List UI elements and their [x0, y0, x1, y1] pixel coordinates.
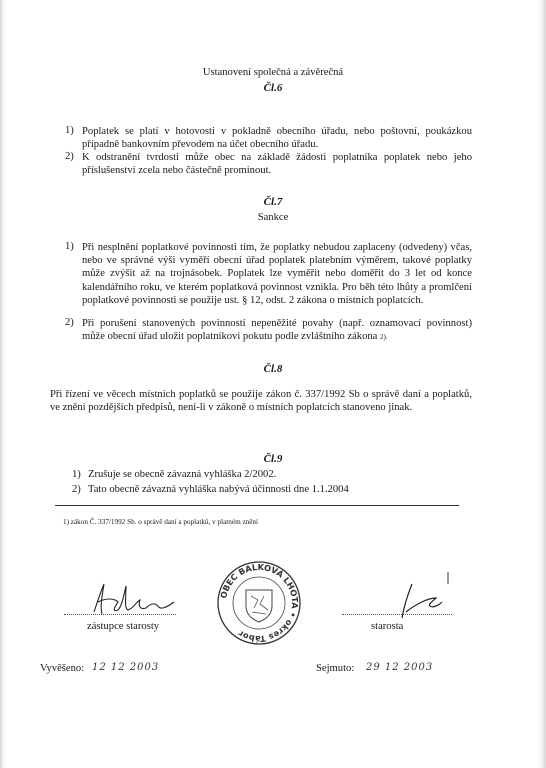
footnote-reference: 2).: [380, 333, 388, 342]
removed-label: Sejmuto:: [316, 663, 355, 674]
article-6-heading: Čl.6: [263, 82, 283, 94]
article-8-heading: Čl.8: [263, 363, 283, 375]
article-7-heading: Čl.7: [263, 196, 283, 208]
article-6-item-1-number: 1): [65, 125, 74, 136]
seal-text: OBEC BALKOVÁ LHOTA • okres Tábor: [218, 561, 301, 645]
article-7-item-2-text: [82, 317, 472, 344]
article-7-subheading: Sankce: [257, 212, 289, 223]
posted-label: Vyvěšeno:: [40, 663, 85, 674]
article-6-item-2-number: 2): [65, 151, 74, 162]
mayor-label: starosta: [371, 621, 404, 632]
article-9-heading: Čl.9: [263, 453, 283, 465]
article-9-item-1-number: 1): [72, 469, 81, 480]
article-9-item-2-text: Tato obecně závazná vyhláška nabývá účinnosti dne 1.1.2004: [88, 484, 349, 495]
article-6-item-2-text: K odstranění tvrdosti může obec na základě žádosti poplatníka poplatek nebo jeho příslušenství zcela nebo částečně prominout.: [82, 152, 472, 177]
article-7-item-2-number: 2): [65, 317, 74, 328]
posted-date: 12 12 2003: [92, 662, 160, 673]
article-9-item-1-text: Zrušuje se obecně závazná vyhláška 2/2002.: [88, 469, 277, 480]
deputy-mayor-label: zástupce starosty: [87, 621, 160, 632]
deputy-mayor-signature-line: [64, 614, 176, 615]
section-title: Ustanovení společná a závěrečná: [202, 67, 344, 78]
footnote: 1) zákon Č. 337/1992 Sb. o správě daní a poplatků, v platném znění: [63, 518, 259, 526]
article-8-text: Při řízení ve věcech místních poplatků se použije zákon č. 337/1992 Sb o správě daní a poplatků, ve znění pozdějších předpisů, není-li v zákoně o místních poplatcích stanoveno jinak.: [50, 389, 472, 414]
article-9-item-2-number: 2): [72, 484, 81, 495]
mayor-signature-line: [342, 614, 452, 615]
removed-date: 29 12 2003: [366, 662, 434, 673]
article-7-item-1-number: 1): [65, 241, 74, 252]
article-7-item-1-text: Při nesplnění poplatkové povinnosti tím, že poplatky nebudou zaplaceny (odvedeny) včas, nebo ve správné výši vyměří obecní úřad poplatek platebním výměrem, takové poplatky může zvýšit až na trojnásobek. Poplatek lze vyměřit nebo doměřit do 3 let od konce kalendářního roku, ve kterém poplatková povinnost vznikla. Pro běh této lhůty a promlčení poplatkové povinnosti se použije ust. § 12, odst. 2 zákona o místních poplatcích.: [82, 242, 472, 306]
footnote-separator: [55, 505, 459, 506]
article-6-item-1-text: Poplatek se platí v hotovosti v pokladně obecního úřadu, nebo poštovní, poukázkou případně bankovním převodem na účet obecního úřadu.: [82, 126, 472, 151]
municipal-seal: [216, 560, 302, 646]
article-7-item-2-body: Při porušení stanovených povinností nepeněžité povahy (např. oznamovací povinnost) může obecní úřad uložit poplatníkovi pokutu podle zvláštního zákona: [82, 318, 472, 343]
